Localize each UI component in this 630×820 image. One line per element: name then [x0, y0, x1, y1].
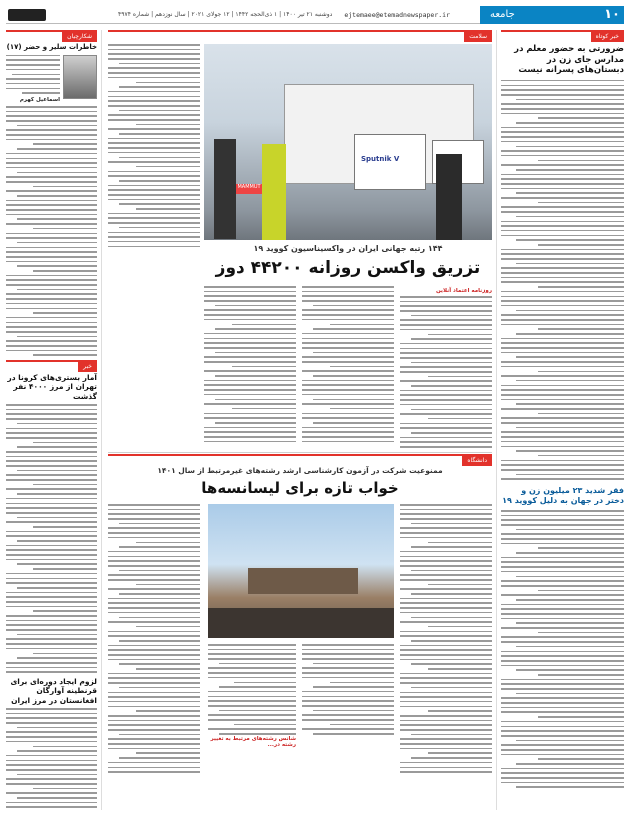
worker-figure: [214, 139, 236, 239]
university-tag: دانشگاه: [462, 456, 492, 466]
vaccine-body-col3: [204, 286, 296, 445]
right-headline: ضرورتی به حضور معلم در مدارس جای زن در دبستان‌های پسرانه نیست: [514, 44, 624, 76]
left-article-body: [6, 106, 97, 356]
center-column: [108, 30, 492, 810]
right-article-body: [501, 80, 624, 480]
left-article2-body: [6, 404, 97, 673]
vaccine-headline: تزریق واکسن روزانه ۴۴۲۰۰ دوز: [215, 258, 481, 278]
right-article2-body: [501, 510, 624, 788]
university-building: [248, 568, 358, 594]
page-header: [6, 6, 624, 24]
section-email: ejtemaee@etemadnewspaper.ir: [344, 10, 450, 19]
left-headline-2: آمار بستری‌های کرونا در تهران از مرز ۴۰۰۰ نفر گذشت: [7, 372, 97, 401]
right-article2-headline: فقر شدید ۲۳ میلیون زن و دختر در جهان به دلیل کووید ۱۹: [502, 485, 624, 505]
author-name: اسماعیل کهرم: [19, 96, 60, 103]
column-title: خاطرات سلیر و حضر (۱۷): [6, 43, 97, 51]
center-left-body: [108, 44, 200, 250]
university-subheadline: ممنوعیت شرکت در آزمون کارشناسی ارشد رشته‌های غیرمرتبط از سال ۱۴۰۱: [157, 466, 443, 475]
vaccine-subheadline: ۱۴۴ رتبه جهانی ایران در واکسیناسیون کووید ۱۹: [253, 244, 443, 253]
worker-figure-2: [262, 144, 286, 240]
university-body-col2a: [302, 644, 394, 738]
vaccine-body-col2: [302, 286, 394, 445]
short-news-tag: خبر کوتاه: [591, 32, 624, 42]
newspaper-logo-icon: [8, 9, 46, 21]
left-headline-3: لزوم ایجاد دوره‌ای برای قرنطینه آوارگان افغانستان در مرز ایران: [10, 676, 97, 705]
date-line: دوشنبه ۲۱ تیر ۱۴۰۰ | ۱ ذی‌الحجه ۱۴۴۲ | ۱۲ جولای ۲۰۲۱ | سال نوزدهم | شماره ۴۹۷۴: [118, 11, 333, 18]
vaccine-byline: روزنامه اعتماد آنلاین: [435, 288, 492, 294]
university-body-col1: [400, 504, 492, 776]
right-column: [496, 30, 624, 810]
section-title: جامعه: [480, 6, 600, 24]
university-body-col2b: [208, 644, 296, 738]
vaccine-box: Sputnik V: [354, 134, 426, 190]
health-tag: سلامت: [464, 32, 492, 42]
university-subhead-box: شانس رشته‌های مرتبط به تغییر رشته در...: [210, 736, 296, 748]
university-headline: خواب تازه برای لیسانسه‌ها: [201, 479, 399, 497]
graduates-crowd: [208, 608, 394, 638]
left-article3-body: [6, 708, 97, 810]
hunters-tag: شکارچیان: [62, 32, 97, 42]
page-number: ۱۰: [600, 6, 624, 24]
news-tag: خبر: [78, 362, 97, 372]
graduation-photo: [208, 504, 394, 638]
author-portrait-photo: [63, 55, 97, 99]
worker-figure-3: [436, 154, 462, 240]
truck-brand-label: MAMMUT: [224, 184, 274, 194]
vaccine-delivery-photo: [204, 44, 492, 240]
vaccine-body-col1: [400, 296, 492, 451]
left-column: [6, 30, 102, 810]
university-body-col3: [108, 504, 200, 776]
